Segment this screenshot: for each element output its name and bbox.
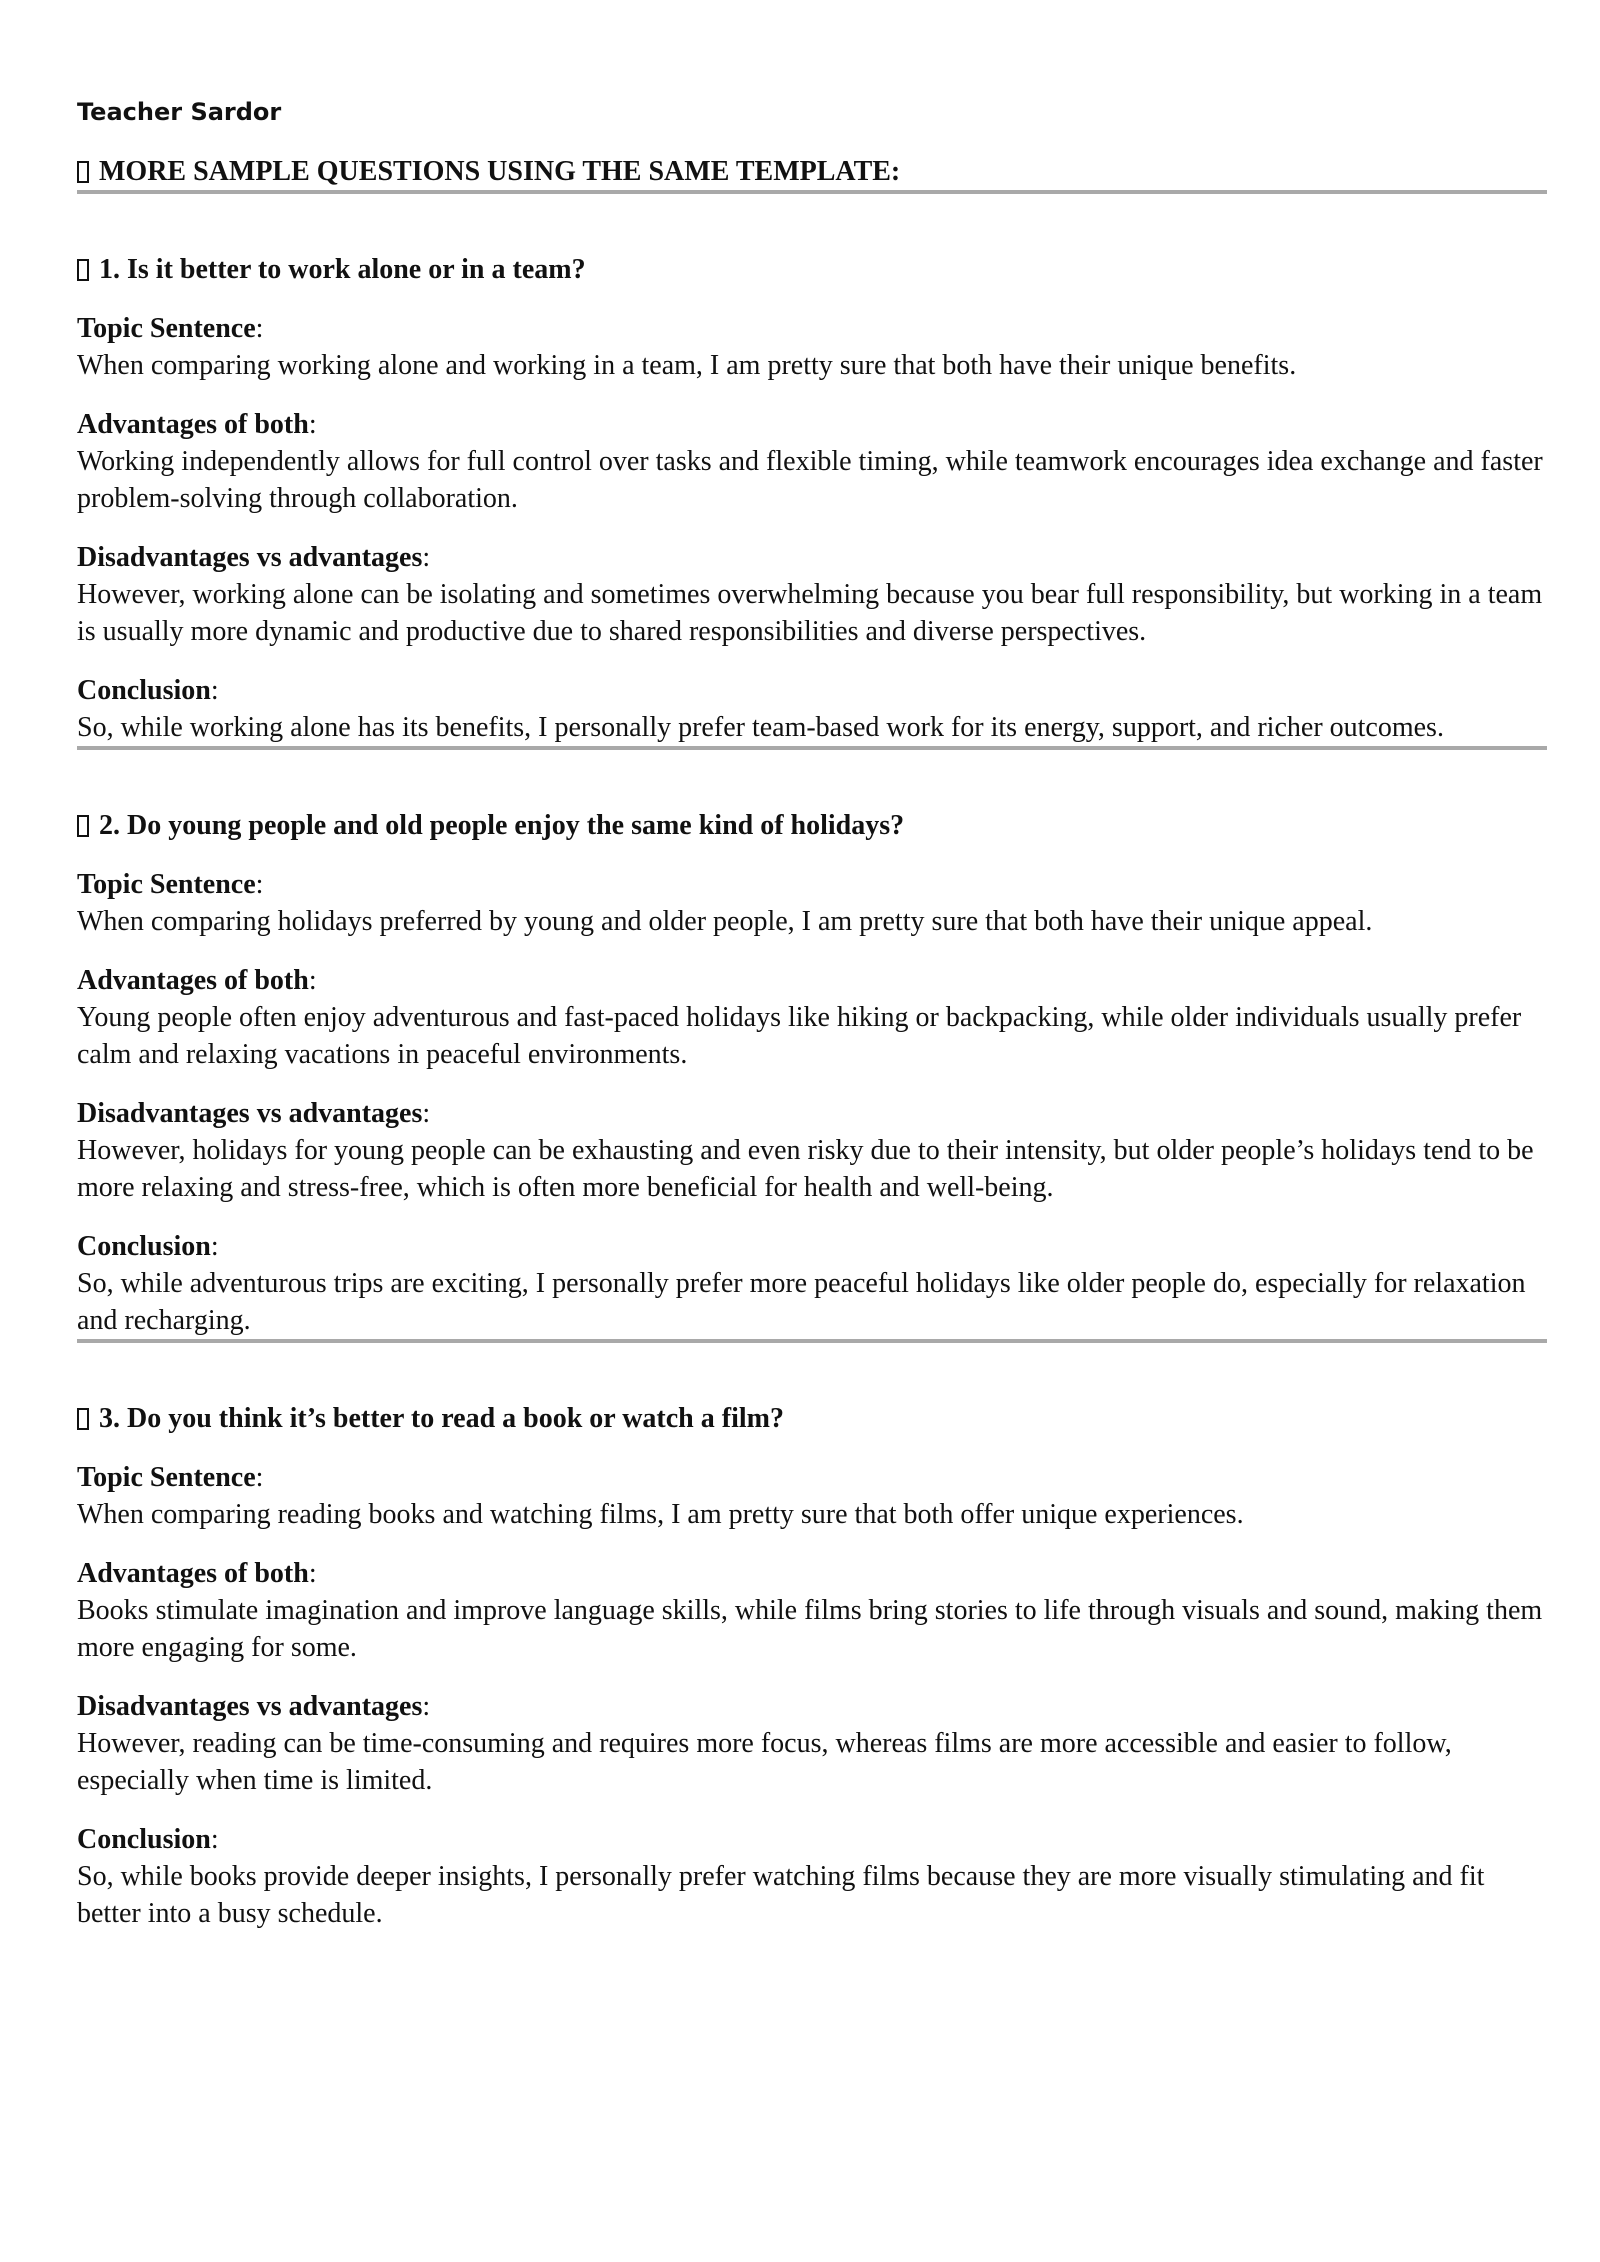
- topic-sentence-text: When comparing working alone and working in a team, I am pretty sure that both have their unique benefits.: [77, 350, 1297, 381]
- question-title-text: 3. Do you think it’s better to read a book or watch a film?: [99, 1403, 784, 1434]
- missing-glyph-icon: [77, 815, 89, 837]
- document-page: [77, 96, 1547, 1932]
- missing-glyph-icon: [77, 161, 89, 183]
- conclusion-text: So, while adventurous trips are exciting, I personally prefer more peaceful holidays like older people do, especially for relaxation and recharging.: [77, 1268, 1526, 1336]
- disadvantages-text: However, holidays for young people can be exhausting and even risky due to their intensity, but older people’s holidays tend to be more relaxing and stress-free, which is often more beneficial for health and well-being.: [77, 1135, 1534, 1203]
- advantages-block: Advantages of both: Working independently allows for full control over tasks and flexible timing, while teamwork encourages idea exchange and faster problem-solving through collaboration.: [77, 406, 1547, 517]
- conclusion-block: Conclusion: So, while books provide deeper insights, I personally prefer watching films because they are more visually stimulating and fit better into a busy schedule.: [77, 1821, 1547, 1932]
- missing-glyph-icon: [77, 1408, 89, 1430]
- topic-sentence-block: Topic Sentence: When comparing working alone and working in a team, I am pretty sure that both have their unique benefits.: [77, 310, 1547, 384]
- author-name: Teacher Sardor: [77, 98, 282, 126]
- disadvantages-block: Disadvantages vs advantages: However, holidays for young people can be exhausting and even risky due to their intensity, but older people’s holidays tend to be more relaxing and stress-free, which is often more beneficial for health and well-being.: [77, 1095, 1547, 1206]
- advantages-block: Advantages of both: Young people often enjoy adventurous and fast-paced holidays like hiking or backpacking, while older individuals usually prefer calm and relaxing vacations in peaceful environments.: [77, 962, 1547, 1073]
- conclusion-label: Conclusion: [77, 1824, 211, 1855]
- divider: [77, 1339, 1547, 1343]
- conclusion-block: Conclusion: So, while working alone has its benefits, I personally prefer team-based work for its energy, support, and richer outcomes.: [77, 672, 1547, 746]
- advantages-label: Advantages of both: [77, 1558, 309, 1589]
- topic-sentence-text: When comparing holidays preferred by young and older people, I am pretty sure that both have their unique appeal.: [77, 906, 1373, 937]
- question-section: [77, 1401, 1547, 1932]
- question-title: [77, 252, 1547, 288]
- page-title: [77, 154, 1547, 190]
- conclusion-text: So, while working alone has its benefits, I personally prefer team-based work for its energy, support, and richer outcomes.: [77, 712, 1444, 743]
- topic-sentence-block: Topic Sentence: When comparing holidays preferred by young and older people, I am pretty sure that both have their unique appeal.: [77, 866, 1547, 940]
- question-title: [77, 1401, 1547, 1437]
- topic-sentence-text: When comparing reading books and watching films, I am pretty sure that both offer unique experiences.: [77, 1499, 1244, 1530]
- question-section: [77, 252, 1547, 746]
- advantages-label: Advantages of both: [77, 409, 309, 440]
- advantages-text: Young people often enjoy adventurous and fast-paced holidays like hiking or backpacking, while older individuals usually prefer calm and relaxing vacations in peaceful environments.: [77, 1002, 1522, 1070]
- advantages-text: Working independently allows for full control over tasks and flexible timing, while teamwork encourages idea exchange and faster problem-solving through collaboration.: [77, 446, 1543, 514]
- advantages-block: Advantages of both: Books stimulate imagination and improve language skills, while films bring stories to life through visuals and sound, making them more engaging for some.: [77, 1555, 1547, 1666]
- topic-sentence-label: Topic Sentence: [77, 869, 256, 900]
- disadvantages-label: Disadvantages vs advantages: [77, 1691, 423, 1722]
- disadvantages-label: Disadvantages vs advantages: [77, 542, 423, 573]
- topic-sentence-label: Topic Sentence: [77, 313, 256, 344]
- question-title-text: 2. Do young people and old people enjoy the same kind of holidays?: [99, 810, 905, 841]
- disadvantages-block: Disadvantages vs advantages: However, working alone can be isolating and sometimes overwhelming because you bear full responsibility, but working in a team is usually more dynamic and productive due to shared responsibilities and diverse perspectives.: [77, 539, 1547, 650]
- advantages-text: Books stimulate imagination and improve language skills, while films bring stories to life through visuals and sound, making them more engaging for some.: [77, 1595, 1543, 1663]
- disadvantages-text: However, reading can be time-consuming and requires more focus, whereas films are more accessible and easier to follow, especially when time is limited.: [77, 1728, 1452, 1796]
- question-section: [77, 808, 1547, 1339]
- advantages-label: Advantages of both: [77, 965, 309, 996]
- topic-sentence-block: Topic Sentence: When comparing reading books and watching films, I am pretty sure that both offer unique experiences.: [77, 1459, 1547, 1533]
- page-title-text: MORE SAMPLE QUESTIONS USING THE SAME TEMPLATE:: [99, 156, 901, 187]
- conclusion-block: Conclusion: So, while adventurous trips are exciting, I personally prefer more peaceful holidays like older people do, especially for relaxation and recharging.: [77, 1228, 1547, 1339]
- divider: [77, 746, 1547, 750]
- conclusion-text: So, while books provide deeper insights, I personally prefer watching films because they are more visually stimulating and fit better into a busy schedule.: [77, 1861, 1485, 1929]
- disadvantages-text: However, working alone can be isolating and sometimes overwhelming because you bear full responsibility, but working in a team is usually more dynamic and productive due to shared responsibilities and diverse perspectives.: [77, 579, 1543, 647]
- conclusion-label: Conclusion: [77, 1231, 211, 1262]
- disadvantages-block: Disadvantages vs advantages: However, reading can be time-consuming and requires more focus, whereas films are more accessible and easier to follow, especially when time is limited.: [77, 1688, 1547, 1799]
- conclusion-label: Conclusion: [77, 675, 211, 706]
- topic-sentence-label: Topic Sentence: [77, 1462, 256, 1493]
- question-title: [77, 808, 1547, 844]
- missing-glyph-icon: [77, 259, 89, 281]
- question-title-text: 1. Is it better to work alone or in a team?: [99, 254, 586, 285]
- divider: [77, 190, 1547, 194]
- disadvantages-label: Disadvantages vs advantages: [77, 1098, 423, 1129]
